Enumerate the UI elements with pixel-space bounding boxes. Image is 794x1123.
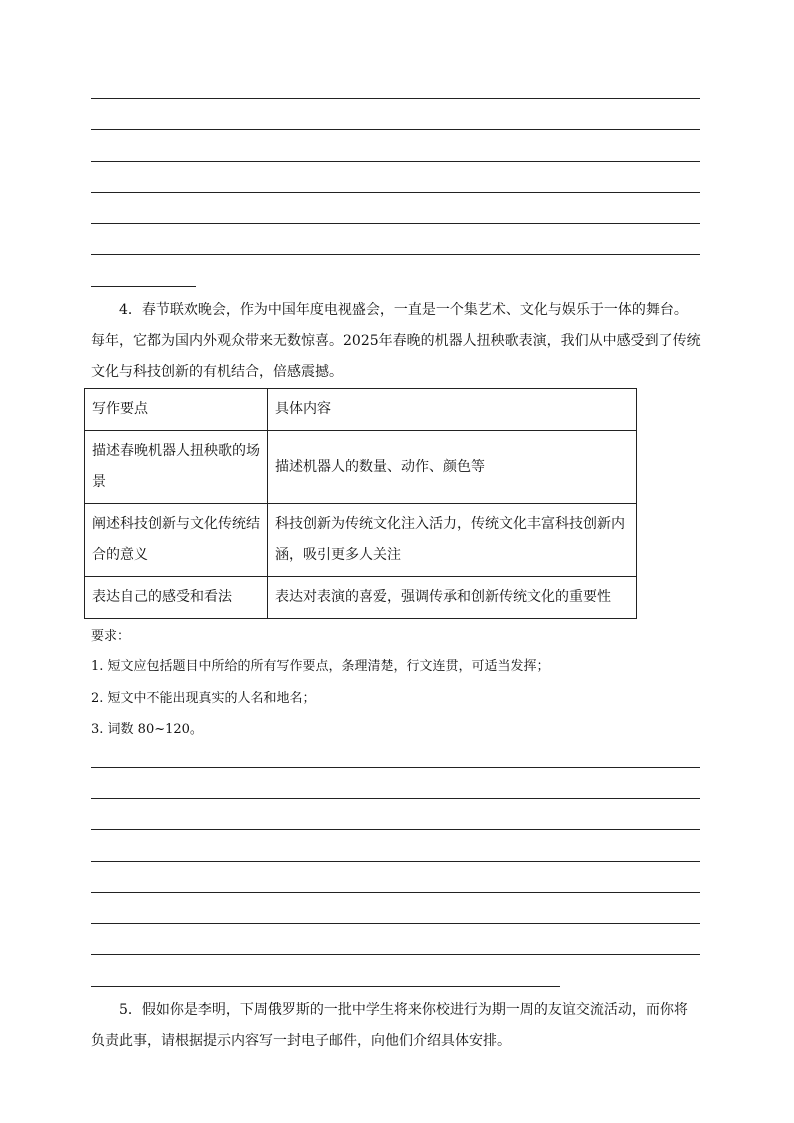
table-header-cell: 写作要点 — [85, 389, 268, 431]
table-header-cell: 具体内容 — [268, 389, 637, 431]
table-cell: 阐述科技创新与文化传统结合的意义 — [85, 504, 268, 577]
answer-line-short — [91, 286, 196, 287]
answer-line — [91, 129, 700, 130]
q4-intro: 4．春节联欢晚会，作为中国年度电视盛会，一直是一个集艺术、文化与娱乐于一体的舞台。每年，它都为国内外观众带来无数惊喜。2025年春晚的机器人扭秧歌表演，我们从中感受到了传统文化与科技创新的有机结合，倍感震撼。 — [91, 302, 701, 380]
table-cell: 描述春晚机器人扭秧歌的场景 — [85, 431, 268, 504]
answer-line — [91, 923, 700, 924]
answer-line — [91, 161, 700, 162]
answer-line — [91, 892, 700, 893]
requirement-item: 3. 词数 80~120。 — [91, 722, 203, 737]
table-cell: 描述机器人的数量、动作、颜色等 — [268, 431, 637, 504]
table-row — [85, 504, 637, 577]
table-cell: 科技创新为传统文化注入活力，传统文化丰富科技创新内涵，吸引更多人关注 — [268, 504, 637, 577]
table-cell: 表达对表演的喜爱，强调传承和创新传统文化的重要性 — [268, 577, 637, 619]
answer-line — [91, 254, 700, 255]
answer-line — [91, 798, 700, 799]
requirement-item: 1. 短文应包括题目中所给的所有写作要点，条理清楚，行文连贯，可适当发挥； — [91, 659, 550, 674]
answer-line — [91, 767, 700, 768]
answer-line-short — [91, 986, 560, 987]
table-row — [85, 431, 637, 504]
table-cell: 表达自己的感受和看法 — [85, 577, 268, 619]
answer-line — [91, 861, 700, 862]
answer-line — [91, 829, 700, 830]
table-header-row — [85, 389, 637, 431]
answer-line — [91, 98, 700, 99]
answer-line — [91, 223, 700, 224]
answer-line — [91, 954, 700, 955]
requirements-title: 要求： — [91, 629, 131, 644]
q5-intro: 5．假如你是李明，下周俄罗斯的一批中学生将来你校进行为期一周的友谊交流活动，而你将负责此事，请根据提示内容写一封电子邮件，向他们介绍具体安排。 — [91, 1002, 688, 1049]
writing-points-table — [84, 388, 637, 619]
answer-line — [91, 192, 700, 193]
table-row — [85, 577, 637, 619]
requirement-item: 2. 短文中不能出现真实的人名和地名； — [91, 691, 316, 706]
